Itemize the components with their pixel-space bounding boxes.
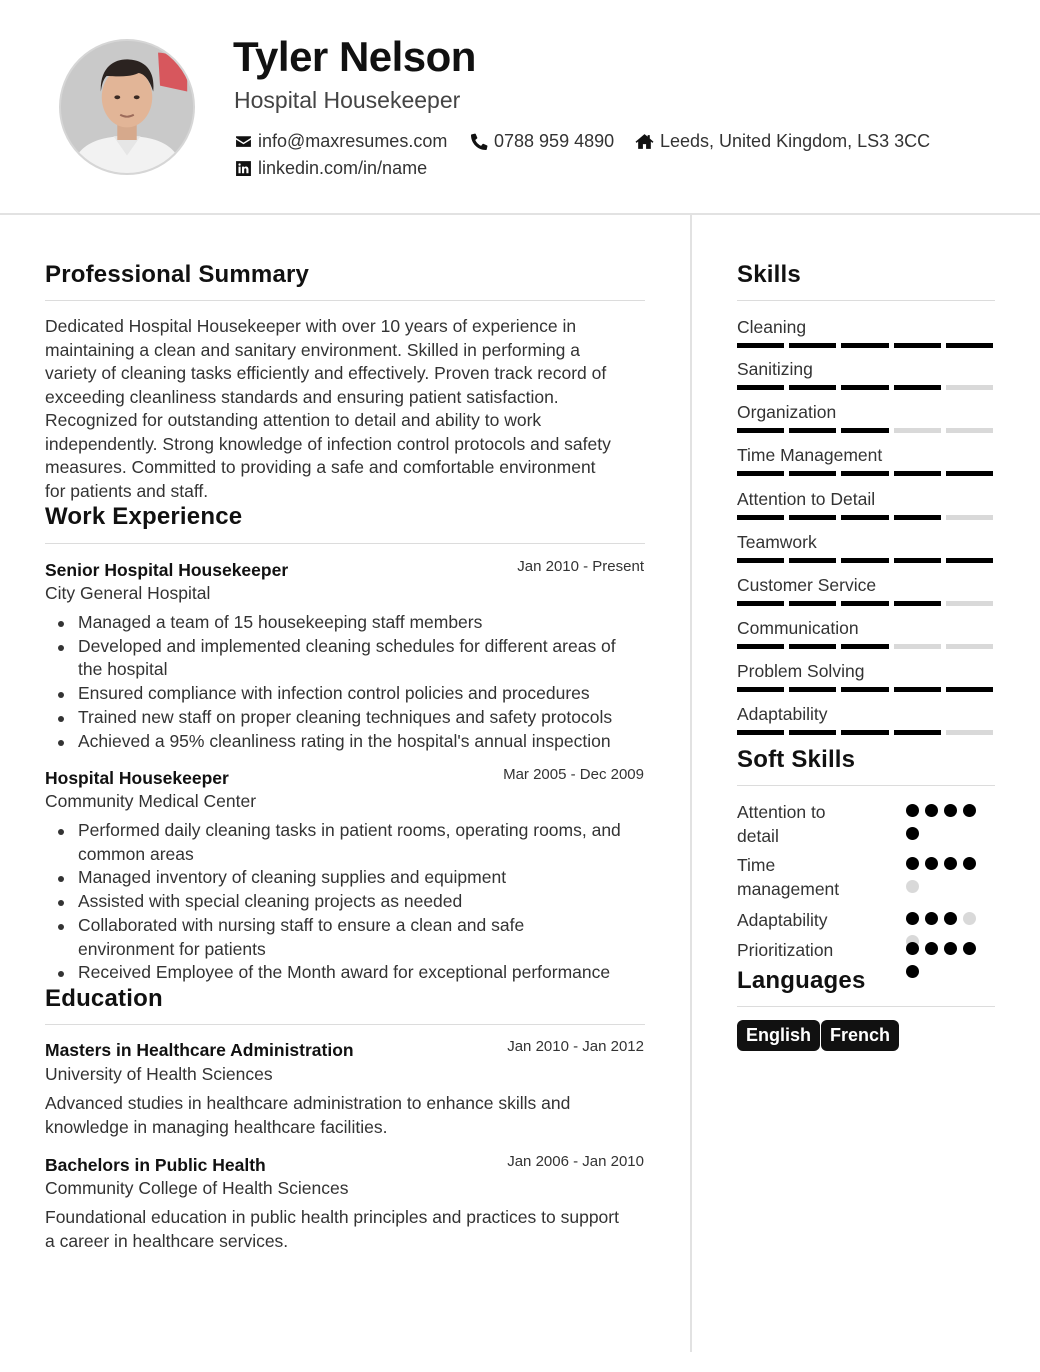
skill-level-bar <box>737 730 993 735</box>
skill-item <box>737 617 993 649</box>
section-rule <box>45 300 645 301</box>
skill-level-segment <box>841 644 888 649</box>
summary-heading: Professional Summary <box>45 261 310 288</box>
rating-dot <box>906 942 919 955</box>
rating-dot <box>906 965 919 978</box>
skill-level-segment <box>946 601 993 606</box>
skill-level-segment <box>946 428 993 433</box>
skill-level-segment <box>894 385 941 390</box>
skill-level-bar <box>737 385 993 390</box>
contact-location <box>634 130 930 152</box>
skill-item <box>737 531 993 563</box>
job-title: Senior Hospital Housekeeper <box>45 560 289 580</box>
soft-skill-name: Time management <box>737 855 840 899</box>
skill-item <box>737 316 993 348</box>
skill-level-segment <box>841 601 888 606</box>
skill-level-bar <box>737 687 993 692</box>
skill-item <box>737 574 993 606</box>
degree-description: Foundational education in public health principles and practices to support a career in healthcare services. <box>45 1207 619 1251</box>
skill-level-segment <box>737 687 784 692</box>
school-name: Community College of Health Sciences <box>45 1178 349 1198</box>
job-org: Community Medical Center <box>45 791 257 811</box>
rating-dot <box>963 857 976 870</box>
skill-level-bar <box>737 601 993 606</box>
contact-phone[interactable] <box>470 130 614 152</box>
skill-name: Teamwork <box>737 532 817 552</box>
candidate-title: Hospital Housekeeper <box>234 87 461 113</box>
contact-email-text: info@maxresumes.com <box>258 131 448 151</box>
degree-date: Jan 2006 - Jan 2010 <box>507 1153 644 1170</box>
education-heading: Education <box>45 985 163 1012</box>
summary-line: exceeding cleanliness standards and ensuring patient satisfaction. <box>45 386 559 407</box>
rating-dot <box>925 942 938 955</box>
languages-heading: Languages <box>737 967 866 994</box>
summary-line: variety of cleaning tasks efficiently and effectively. Proven track record of <box>45 363 607 383</box>
skill-level-segment <box>737 471 784 476</box>
section-rule <box>737 785 995 786</box>
degree-date: Jan 2010 - Jan 2012 <box>507 1038 644 1055</box>
skill-level-segment <box>841 687 888 692</box>
summary-line: independently. Strong knowledge of infection control protocols and safety <box>45 433 611 454</box>
list-item: Achieved a 95% cleanliness rating in the hospital's annual inspection <box>45 730 655 754</box>
experience-heading: Work Experience <box>45 503 243 530</box>
rating-dot <box>944 857 957 870</box>
skill-level-segment <box>789 687 836 692</box>
skill-level-segment <box>841 558 888 563</box>
job-bullets <box>45 611 655 753</box>
skill-level-segment <box>737 385 784 390</box>
summary-line: Recognized for outstanding attention to detail and ability to work <box>45 410 542 430</box>
skill-level-segment <box>894 644 941 649</box>
skill-item <box>737 444 993 476</box>
skill-level-segment <box>789 471 836 476</box>
rating-dot <box>906 804 919 817</box>
soft-skill-name: Attention to detail <box>737 802 826 846</box>
job-title: Hospital Housekeeper <box>45 768 229 788</box>
rating-dot <box>963 804 976 817</box>
linkedin-icon <box>234 159 252 177</box>
rating-dot <box>906 880 919 893</box>
section-rule <box>737 1006 995 1007</box>
skill-level-segment <box>946 343 993 348</box>
home-icon <box>634 132 654 150</box>
skill-level-segment <box>789 515 836 520</box>
contact-linkedin-text: linkedin.com/in/name <box>258 158 428 178</box>
skill-name: Communication <box>737 618 859 638</box>
skill-level-segment <box>841 730 888 735</box>
list-item: Collaborated with nursing staff to ensure a clean and safe environment for patients <box>45 914 655 961</box>
list-item: Assisted with special cleaning projects as needed <box>45 890 655 914</box>
skill-level-bar <box>737 644 993 649</box>
skill-level-segment <box>841 428 888 433</box>
soft-skill-name: Adaptability <box>737 910 828 930</box>
skill-name: Sanitizing <box>737 359 813 379</box>
candidate-name: Tyler Nelson <box>233 33 476 80</box>
skills-heading: Skills <box>737 261 801 288</box>
degree-description: Advanced studies in healthcare administration to enhance skills and knowledge in managing healthcare facilities. <box>45 1093 571 1137</box>
contact-email[interactable] <box>234 130 447 152</box>
skill-level-segment <box>946 730 993 735</box>
soft-skill-name: Prioritization <box>737 940 834 960</box>
language-badge: French <box>821 1020 899 1051</box>
rating-dot <box>925 804 938 817</box>
list-item: Performed daily cleaning tasks in patient rooms, operating rooms, and common areas <box>45 819 655 866</box>
skill-level-segment <box>894 730 941 735</box>
skill-item <box>737 488 993 520</box>
skill-level-segment <box>841 385 888 390</box>
skill-level-segment <box>789 558 836 563</box>
summary-line: measures. Committed to providing a safe and comfortable environment <box>45 457 596 477</box>
skill-name: Cleaning <box>737 317 807 337</box>
soft-skills-heading: Soft Skills <box>737 746 856 773</box>
skill-level-bar <box>737 343 993 348</box>
skill-name: Time Management <box>737 445 883 465</box>
list-item: Managed a team of 15 housekeeping staff members <box>45 611 655 635</box>
skill-level-segment <box>841 515 888 520</box>
phone-icon <box>470 132 488 150</box>
profile-photo <box>59 39 195 175</box>
resume-header <box>0 0 1040 215</box>
rating-dot <box>944 912 957 925</box>
rating-dot <box>963 912 976 925</box>
summary-line: maintaining a clean and sanitary environment. Skilled in performing a <box>45 339 581 360</box>
skill-level-segment <box>737 428 784 433</box>
degree-title: Bachelors in Public Health <box>45 1155 266 1175</box>
list-item: Trained new staff on proper cleaning techniques and safety protocols <box>45 706 655 730</box>
person-portrait-icon <box>61 41 193 173</box>
skill-level-segment <box>737 730 784 735</box>
rating-dot <box>906 827 919 840</box>
section-rule <box>45 543 645 544</box>
skill-name: Customer Service <box>737 575 877 595</box>
skill-level-segment <box>946 471 993 476</box>
skill-level-segment <box>894 515 941 520</box>
skill-name: Problem Solving <box>737 661 865 681</box>
skill-level-segment <box>946 385 993 390</box>
rating-dot <box>906 857 919 870</box>
skill-name: Organization <box>737 402 837 422</box>
contact-phone-text: 0788 959 4890 <box>494 131 615 151</box>
language-badge: English <box>737 1020 820 1051</box>
skill-level-segment <box>841 471 888 476</box>
skill-level-segment <box>789 428 836 433</box>
section-rule <box>737 300 995 301</box>
job-bullets <box>45 819 655 985</box>
soft-skill-rating <box>906 804 981 840</box>
rating-dot <box>925 912 938 925</box>
skill-level-segment <box>894 687 941 692</box>
list-item: Managed inventory of cleaning supplies and equipment <box>45 866 655 890</box>
skill-item <box>737 358 993 390</box>
skill-level-segment <box>789 385 836 390</box>
job-date: Jan 2010 - Present <box>517 558 644 575</box>
skill-level-segment <box>789 343 836 348</box>
list-item: Developed and implemented cleaning schedules for different areas of the hospital <box>45 635 655 682</box>
contact-linkedin[interactable] <box>234 157 427 179</box>
skill-level-segment <box>737 343 784 348</box>
skill-level-bar <box>737 515 993 520</box>
list-item: Received Employee of the Month award for exceptional performance <box>45 961 655 985</box>
summary-text <box>45 315 655 503</box>
skill-level-segment <box>946 558 993 563</box>
skill-level-segment <box>789 730 836 735</box>
job-org: City General Hospital <box>45 583 211 603</box>
summary-line: Dedicated Hospital Housekeeper with over 10 years of experience in <box>45 316 577 336</box>
skill-level-segment <box>894 558 941 563</box>
rating-dot <box>925 857 938 870</box>
rating-dot <box>906 912 919 925</box>
rating-dot <box>944 942 957 955</box>
skill-level-segment <box>894 428 941 433</box>
skill-level-segment <box>737 558 784 563</box>
soft-skill-rating <box>906 857 981 893</box>
skill-level-segment <box>894 343 941 348</box>
skill-level-segment <box>789 601 836 606</box>
section-rule <box>45 1024 645 1025</box>
summary-line: for patients and staff. <box>45 480 209 501</box>
skill-level-segment <box>894 471 941 476</box>
skill-level-segment <box>841 343 888 348</box>
rating-dot <box>963 942 976 955</box>
column-divider <box>690 215 692 1352</box>
skill-level-segment <box>737 601 784 606</box>
skill-level-segment <box>737 515 784 520</box>
skill-item <box>737 660 993 692</box>
skill-name: Adaptability <box>737 704 828 724</box>
envelope-icon <box>234 132 252 150</box>
skill-level-segment <box>789 644 836 649</box>
soft-skill-rating <box>906 942 981 978</box>
skill-level-bar <box>737 428 993 433</box>
school-name: University of Health Sciences <box>45 1064 273 1084</box>
skill-level-segment <box>737 644 784 649</box>
skill-level-segment <box>946 644 993 649</box>
job-date: Mar 2005 - Dec 2009 <box>503 766 644 783</box>
list-item: Ensured compliance with infection control policies and procedures <box>45 682 655 706</box>
skill-level-segment <box>946 687 993 692</box>
skill-level-segment <box>894 601 941 606</box>
rating-dot <box>944 804 957 817</box>
skill-level-segment <box>946 515 993 520</box>
skill-level-bar <box>737 558 993 563</box>
skill-name: Attention to Detail <box>737 489 876 509</box>
degree-title: Masters in Healthcare Administration <box>45 1040 354 1060</box>
contact-location-text: Leeds, United Kingdom, LS3 3CC <box>660 131 931 151</box>
skill-item <box>737 703 993 735</box>
skill-level-bar <box>737 471 993 476</box>
skill-item <box>737 401 993 433</box>
